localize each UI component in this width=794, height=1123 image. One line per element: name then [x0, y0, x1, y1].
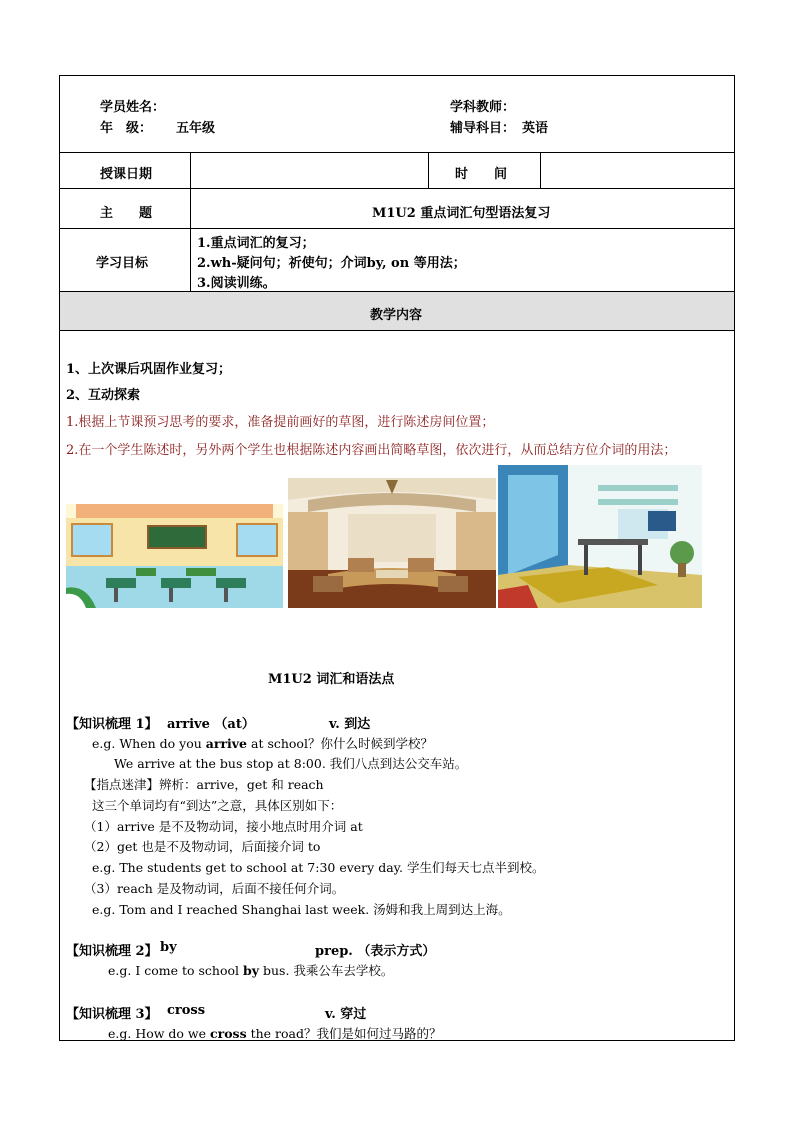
knowledge-3-pos: v. 穿过 [325, 1007, 367, 1022]
eg-text: the road？我们是如何过马路的？ [246, 1026, 442, 1041]
goal-item: 3.阅读训练。 [197, 276, 276, 291]
knowledge-1-tag: 【知识梳理 1】 [66, 717, 158, 732]
lesson-title: M1U2 词汇和语法点 [268, 672, 395, 687]
knowledge-1-word: arrive （at） [167, 717, 255, 732]
col-divider [190, 152, 191, 291]
section-1: 1、上次课后巩固作业复习； [66, 362, 232, 377]
section-2: 2、互动探索 [66, 388, 141, 403]
student-name-label: 学员姓名： [100, 100, 166, 115]
page-frame [59, 75, 735, 1041]
eg-keyword: cross [210, 1026, 247, 1041]
eg-text: e.g. I come to school [108, 963, 243, 978]
knowledge-1-example-2: We arrive at the bus stop at 8:00. 我们八点到达公交车站。 [114, 756, 468, 771]
row-divider [60, 330, 734, 331]
goal-item: 1.重点词汇的复习； [197, 236, 315, 251]
tip-line: （3）reach 是及物动词，后面不接任何介词。 [84, 881, 345, 896]
content-title: 教学内容 [370, 308, 423, 323]
date-label: 授课日期 [100, 167, 153, 182]
eg-text: bus. 我乘公车去学校。 [259, 963, 394, 978]
row-divider [60, 152, 734, 153]
eg-keyword: by [243, 963, 260, 978]
living-room-sketch [288, 478, 496, 608]
teacher-label: 学科教师： [450, 100, 516, 115]
grade-label: 年 级： [100, 121, 153, 136]
knowledge-1-example-1 [92, 734, 433, 752]
eg-text: e.g. When do you [92, 736, 206, 751]
tip-heading: 【指点迷津】辨析：arrive，get 和 reach [84, 777, 324, 792]
tip-line: （1）arrive 是不及物动词，接小地点时用介词 at [84, 819, 363, 834]
topic-value: M1U2 重点词汇句型语法复习 [372, 206, 551, 221]
goal-label: 学习目标 [96, 256, 149, 271]
col-divider [540, 152, 541, 188]
goal-item: 2.wh-疑问句；祈使句；介词by, on 等用法； [197, 256, 466, 271]
knowledge-3-word: cross [167, 1003, 206, 1018]
topic-label: 主 题 [100, 206, 153, 221]
knowledge-1-pos: v. 到达 [329, 717, 371, 732]
knowledge-2-word: by [160, 940, 177, 955]
row-divider [60, 228, 734, 229]
eg-text: e.g. How do we [108, 1026, 210, 1041]
eg-text: at school？你什么时候到学校？ [247, 736, 433, 751]
tip-line: 这三个单词均有“到达”之意，具体区别如下： [92, 798, 343, 813]
knowledge-2-tag: 【知识梳理 2】 [66, 944, 158, 959]
knowledge-2-example [108, 961, 393, 979]
knowledge-3-example [108, 1024, 441, 1042]
eg-keyword: arrive [205, 736, 248, 751]
office-sketch [498, 465, 702, 608]
subject-value: 英语 [522, 121, 549, 136]
classroom-illustration [66, 504, 283, 608]
tip-line: e.g. Tom and I reached Shanghai last week. 汤姆和我上周到达上海。 [92, 902, 511, 917]
paragraph-2: 2.在一个学生陈述时，另外两个学生也根据陈述内容画出简略草图，依次进行，从而总结方位介词的用法； [66, 443, 677, 458]
subject-label: 辅导科目： [450, 121, 516, 136]
knowledge-2-pos: prep. （表示方式） [315, 944, 436, 959]
time-label: 时 间 [455, 167, 508, 182]
row-divider [60, 188, 734, 189]
knowledge-3-tag: 【知识梳理 3】 [66, 1007, 158, 1022]
tip-line: （2）get 也是不及物动词，后面接介词 to [84, 839, 321, 854]
col-divider [428, 152, 429, 188]
tip-line: e.g. The students get to school at 7:30 every day. 学生们每天七点半到校。 [92, 860, 545, 875]
paragraph-1: 1.根据上节课预习思考的要求，准备提前画好的草图，进行陈述房间位置； [66, 415, 495, 430]
grade-value: 五年级 [176, 121, 216, 136]
